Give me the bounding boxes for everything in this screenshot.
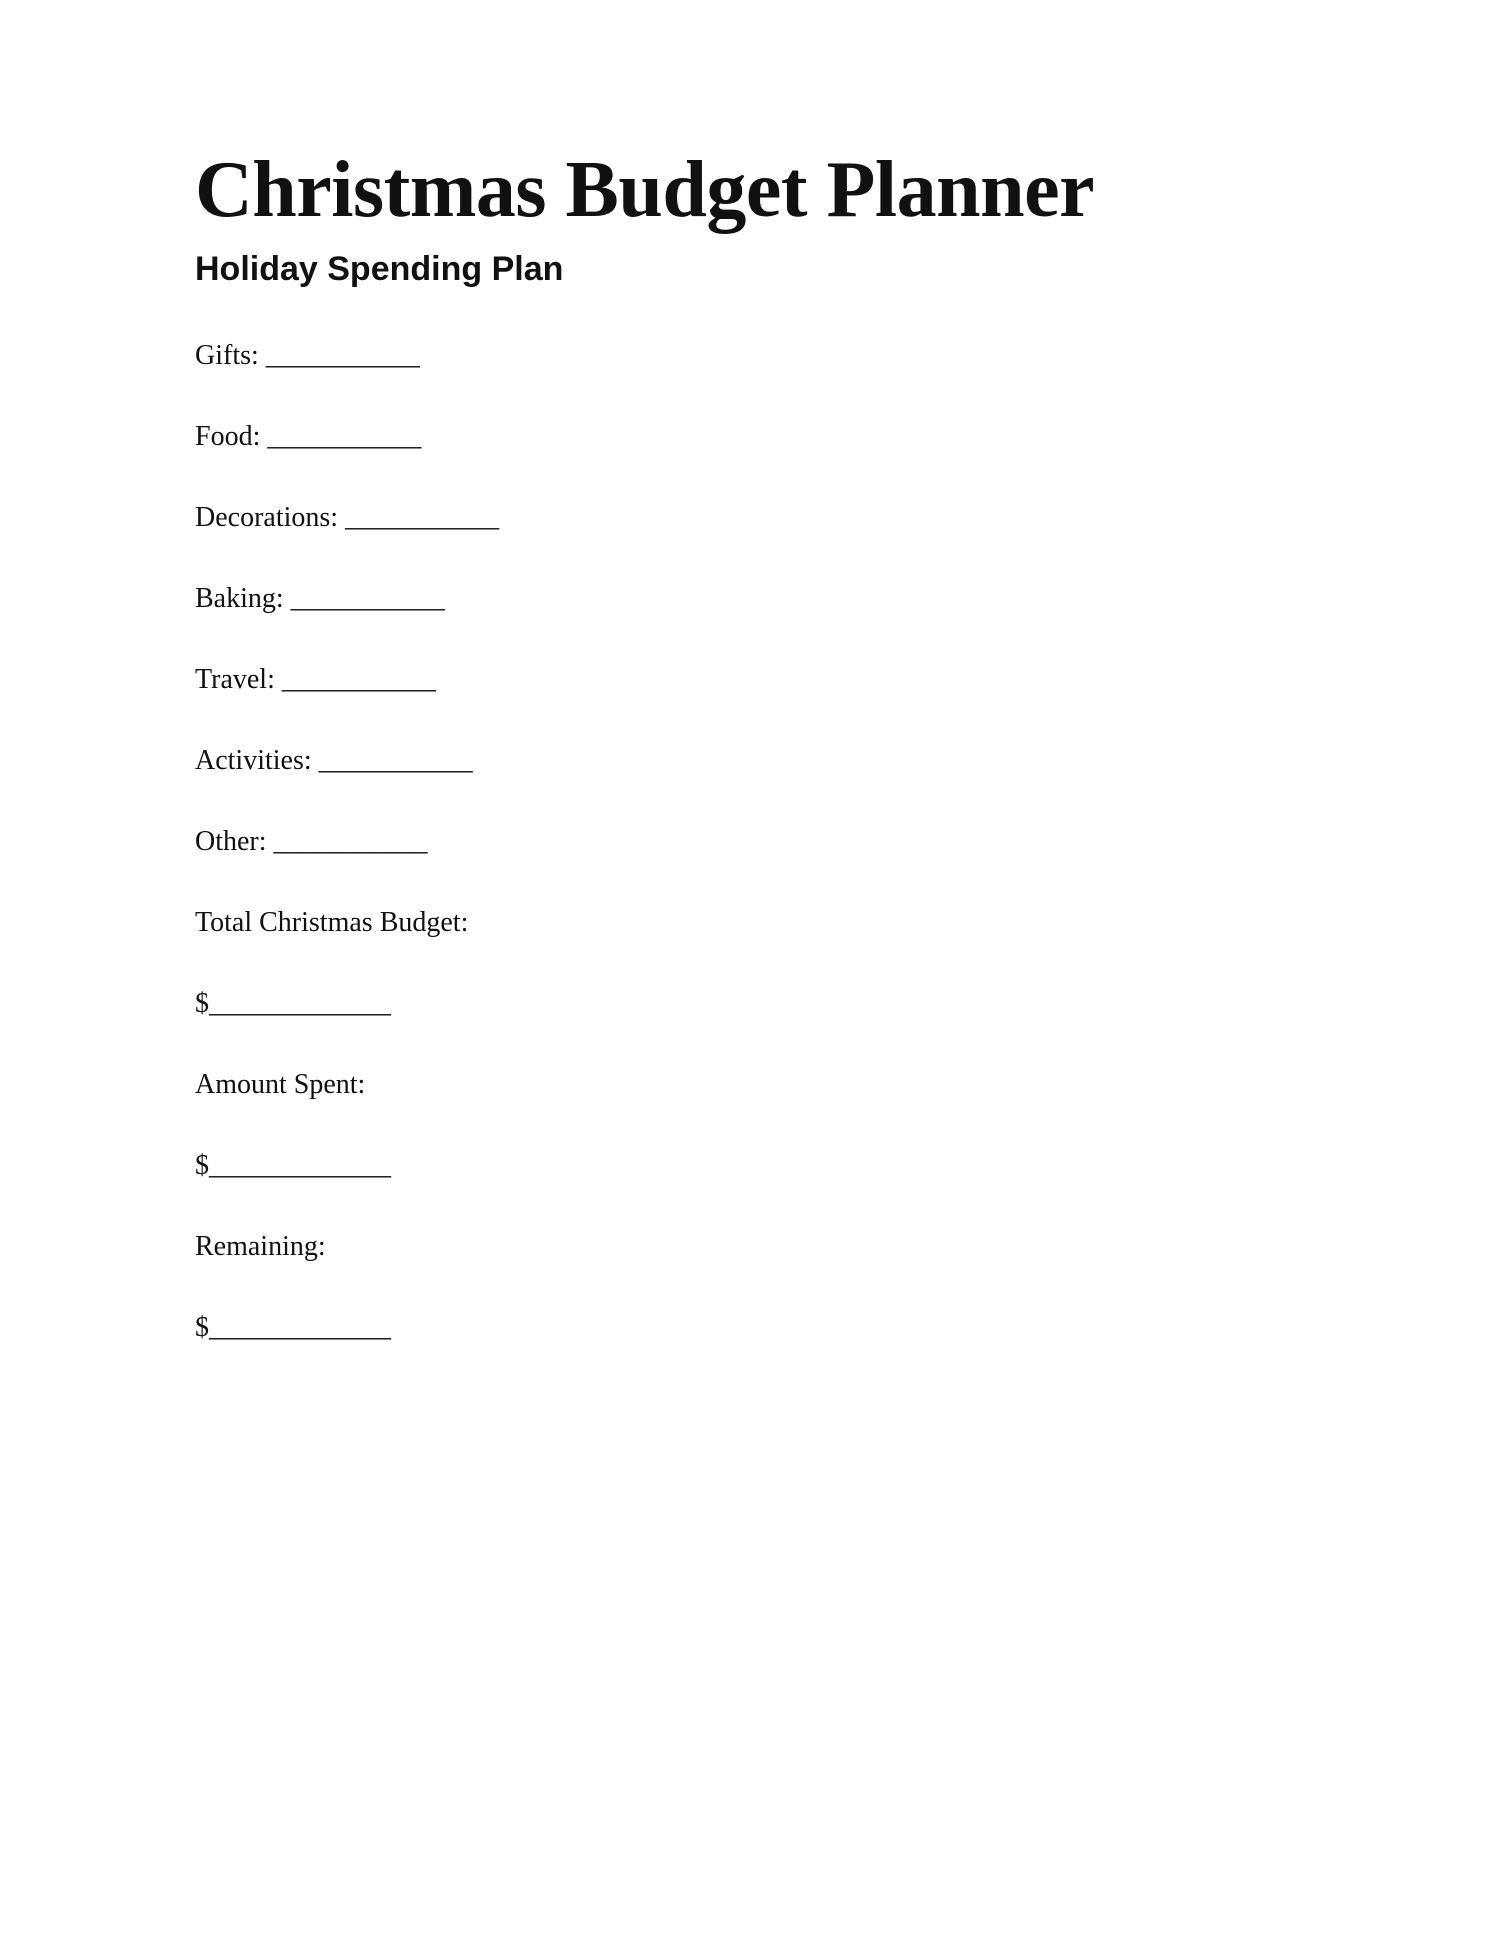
travel-line: Travel: ___________ [195, 664, 436, 695]
page-subtitle: Holiday Spending Plan [195, 250, 564, 288]
budget-lines [195, 342, 1295, 1395]
remaining-label: Remaining: [195, 1231, 326, 1262]
gifts-line: Gifts: ___________ [195, 340, 420, 371]
decorations-line: Decorations: ___________ [195, 502, 500, 533]
remaining-blank: $_____________ [195, 1312, 391, 1343]
amount-spent-blank: $_____________ [195, 1150, 391, 1181]
page-title: Christmas Budget Planner [195, 146, 1095, 234]
other-line: Other: ___________ [195, 826, 428, 857]
total-budget-blank: $_____________ [195, 988, 391, 1019]
amount-spent-label: Amount Spent: [195, 1069, 366, 1100]
food-line: Food: ___________ [195, 421, 422, 452]
planner-page [195, 146, 1295, 1395]
baking-line: Baking: ___________ [195, 583, 445, 614]
total-budget-label: Total Christmas Budget: [195, 907, 469, 938]
activities-line: Activities: ___________ [195, 745, 473, 776]
